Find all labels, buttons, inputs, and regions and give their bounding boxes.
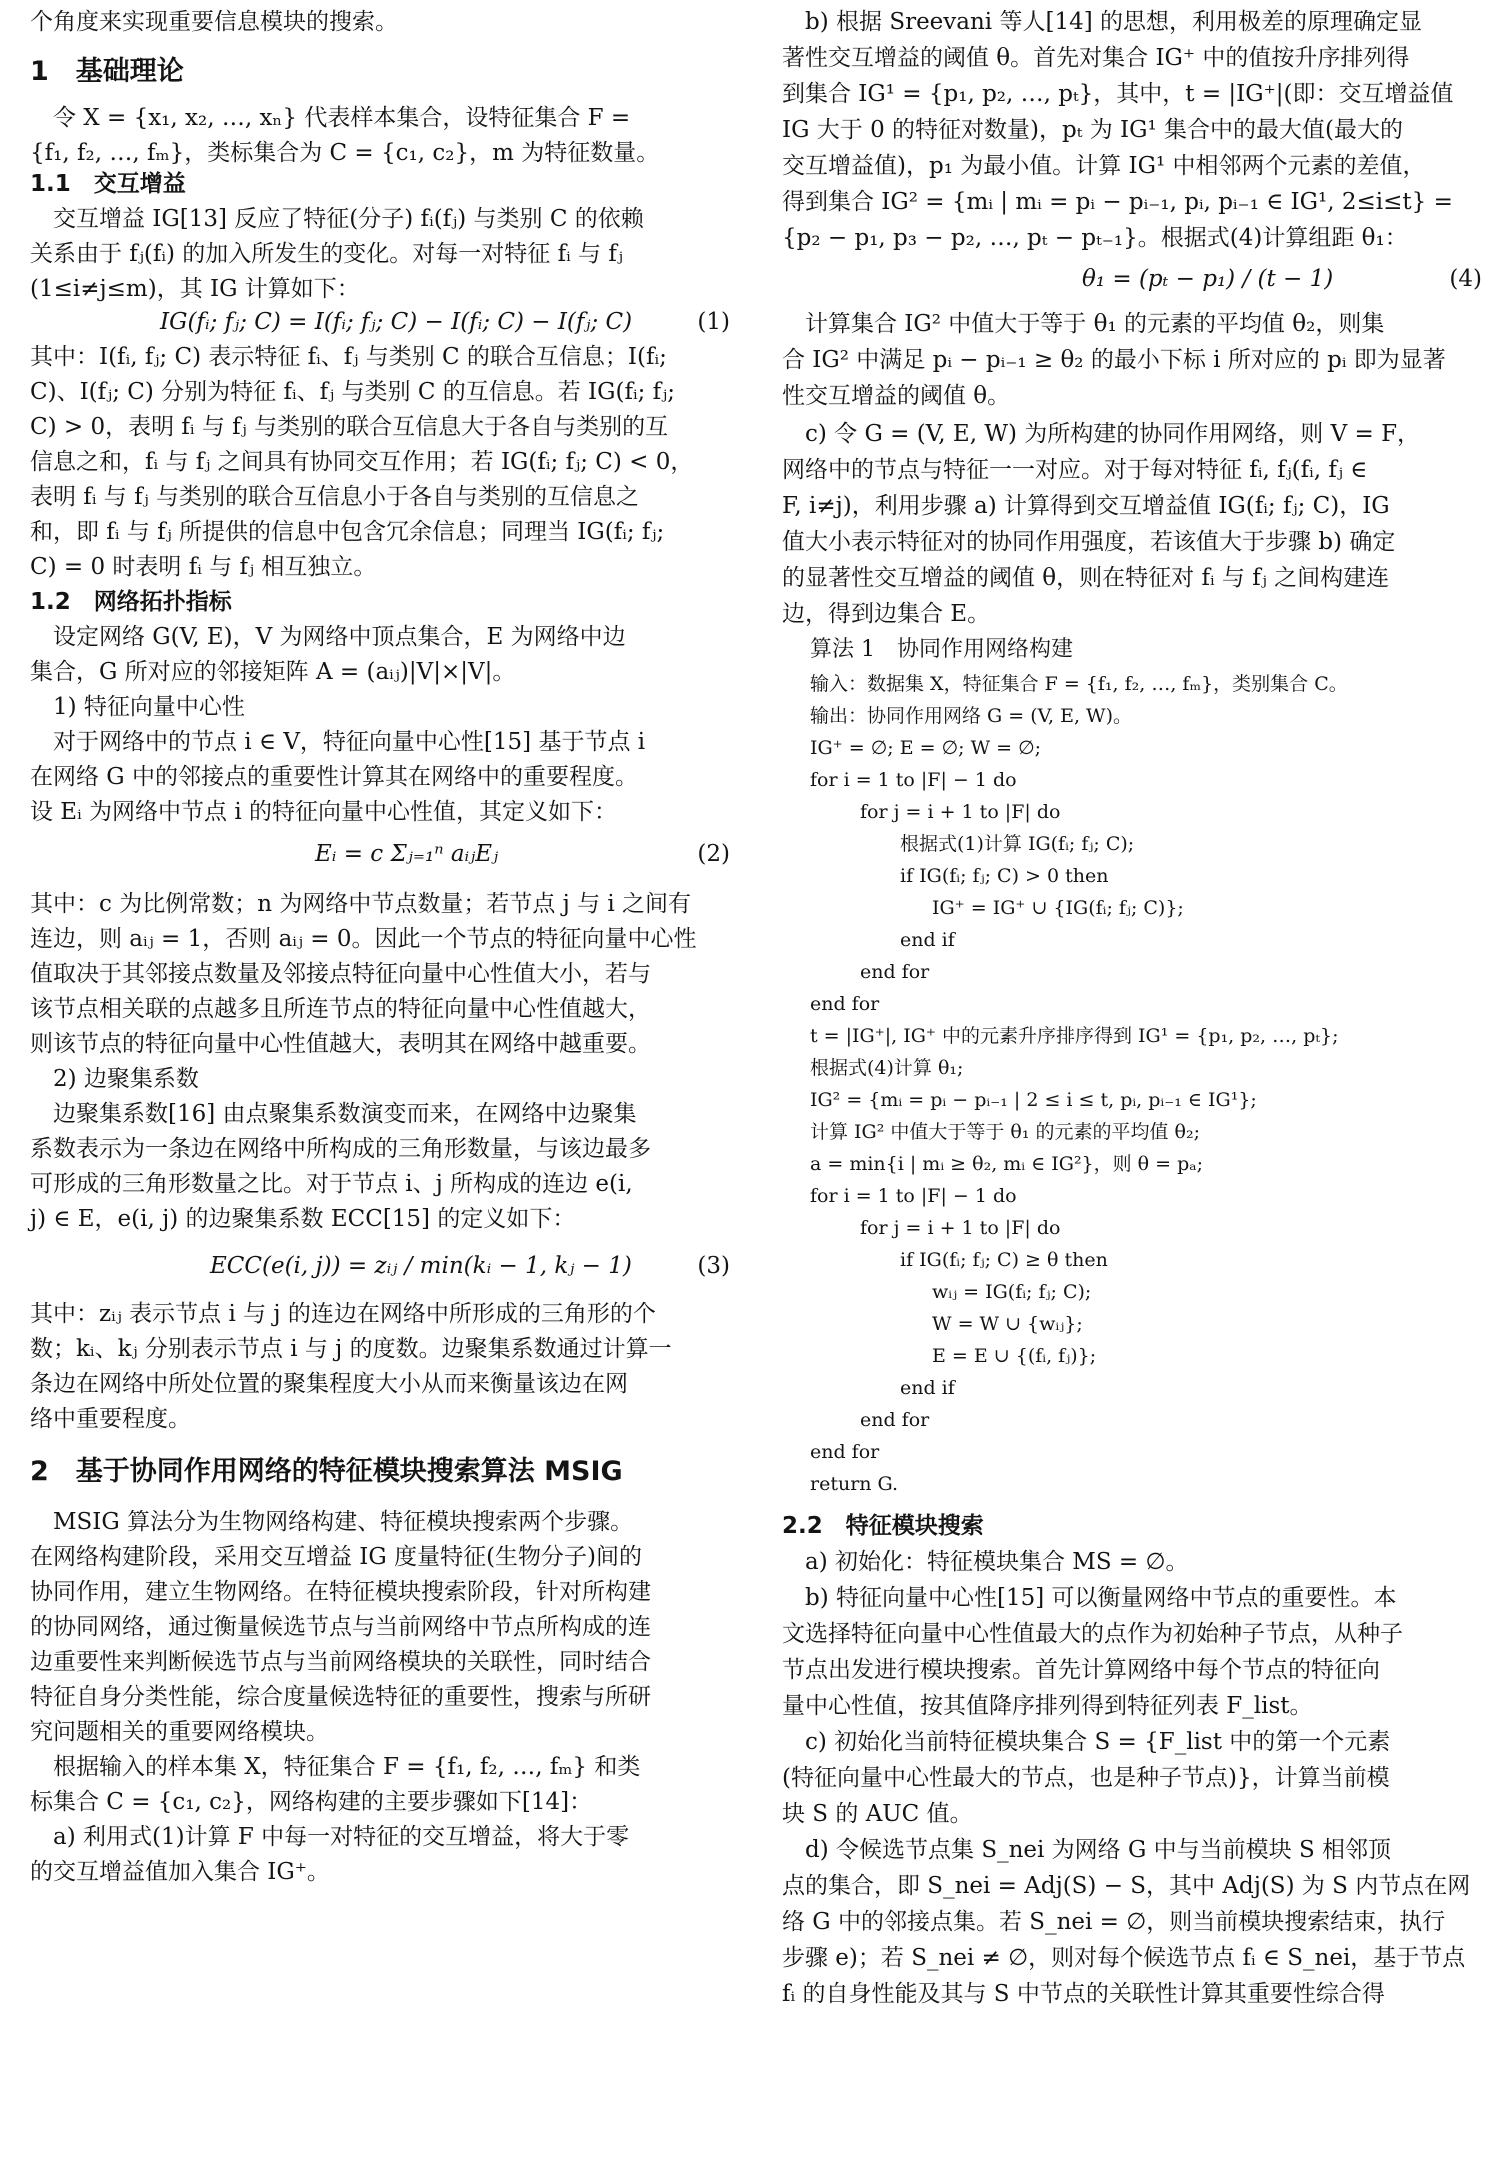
text-line: (1≤i≠j≤m)，其 IG 计算如下： bbox=[30, 276, 360, 302]
text-line: 该节点相关联的点越多且所连节点的特征向量中心性值越大， bbox=[30, 996, 651, 1022]
text-line: c) 初始化当前特征模块集合 S = {F_list 中的第一个元素 bbox=[782, 1729, 1391, 1755]
algorithm-line: a = min{i | mᵢ ≥ θ₂, mᵢ ∈ IG²}，则 θ = pₐ; bbox=[810, 1153, 1204, 1175]
text-line: 块 S 的 AUC 值。 bbox=[782, 1801, 973, 1827]
text-line: a) 利用式(1)计算 F 中每一对特征的交互增益，将大于零 bbox=[30, 1824, 630, 1850]
text-line: a) 初始化：特征模块集合 MS = ∅。 bbox=[782, 1549, 1189, 1575]
algorithm-line: if IG(fᵢ; fⱼ; C) ≥ θ then bbox=[900, 1249, 1108, 1271]
text-line: 则该节点的特征向量中心性值越大，表明其在网络中越重要。 bbox=[30, 1031, 651, 1057]
text-line: 点的集合，即 S_nei = Adj(S) − S，其中 Adj(S) 为 S 内节点在网 bbox=[782, 1873, 1471, 1899]
algorithm-line: t = |IG⁺|, IG⁺ 中的元素升序排序得到 IG¹ = {p₁, p₂, …, pₜ}; bbox=[810, 1025, 1339, 1047]
algorithm-line: wᵢⱼ = IG(fᵢ; fⱼ; C); bbox=[932, 1281, 1092, 1303]
algorithm-line: end for bbox=[860, 1409, 930, 1431]
text-line: 值取决于其邻接点数量及邻接点特征向量中心性值大小，若与 bbox=[30, 961, 651, 987]
text-line: 协同作用，建立生物网络。在特征模块搜索阶段，针对所构建 bbox=[30, 1579, 651, 1605]
equation-3-body: ECC(e(i, j)) = zᵢⱼ / min(kᵢ − 1, kⱼ − 1) bbox=[210, 1253, 632, 1279]
algorithm-line: for i = 1 to |F| − 1 do bbox=[810, 769, 1017, 791]
algorithm-line: IG⁺ = ∅; E = ∅; W = ∅; bbox=[810, 737, 1042, 759]
text-line: 信息之和，fᵢ 与 fⱼ 之间具有协同交互作用；若 IG(fᵢ; fⱼ; C) < 0， bbox=[30, 449, 694, 475]
algorithm-line: if IG(fᵢ; fⱼ; C) > 0 then bbox=[900, 865, 1109, 887]
algorithm-line: end for bbox=[810, 993, 880, 1015]
text-line: 交互增益 IG[13] 反应了特征(分子) fᵢ(fⱼ) 与类别 C 的依赖 bbox=[30, 206, 644, 232]
equation-3-number: (3) bbox=[697, 1253, 730, 1279]
text-line: 其中：I(fᵢ, fⱼ; C) 表示特征 fᵢ、fⱼ 与类别 C 的联合互信息；I(fᵢ; bbox=[30, 344, 667, 370]
algorithm-title: 算法 1 协同作用网络构建 bbox=[810, 637, 1073, 662]
text-line: 的显著性交互增益的阈值 θ，则在特征对 fᵢ 与 fⱼ 之间构建连 bbox=[782, 565, 1390, 591]
text-line: {p₂ − p₁, p₃ − p₂, …, pₜ − pₜ₋₁}。根据式(4)计算组距 θ₁： bbox=[782, 225, 1408, 251]
algorithm-line: for i = 1 to |F| − 1 do bbox=[810, 1185, 1017, 1207]
equation-2-body: Eᵢ = c Σⱼ₌₁ⁿ aᵢⱼEⱼ bbox=[315, 841, 499, 867]
equation-4-number: (4) bbox=[1449, 266, 1482, 292]
text-line: 和，即 fᵢ 与 fⱼ 所提供的信息中包含冗余信息；同理当 IG(fᵢ; fⱼ; bbox=[30, 519, 665, 545]
algorithm-line: 计算 IG² 中值大于等于 θ₁ 的元素的平均值 θ₂; bbox=[810, 1121, 1201, 1143]
text-line: 值大小表示特征对的协同作用强度，若该值大于步骤 b) 确定 bbox=[782, 529, 1396, 555]
text-line: j) ∈ E，e(i, j) 的边聚集系数 ECC[15] 的定义如下： bbox=[30, 1206, 576, 1232]
algorithm-line: IG⁺ = IG⁺ ∪ {IG(fᵢ; fⱼ; C)}; bbox=[932, 897, 1184, 919]
text-line: 集合，G 所对应的邻接矩阵 A = (aᵢⱼ)|V|×|V|。 bbox=[30, 659, 516, 685]
text-line: 令 X = {x₁, x₂, …, xₙ} 代表样本集合，设特征集合 F = bbox=[30, 105, 631, 131]
text-line: 步骤 e)；若 S_nei ≠ ∅，则对每个候选节点 fᵢ ∈ S_nei，基于节点 bbox=[782, 1945, 1466, 1971]
text-line: 文选择特征向量中心性值最大的点作为初始种子节点，从种子 bbox=[782, 1621, 1403, 1647]
text-line: 著性交互增益的阈值 θ。首先对集合 IG⁺ 中的值按升序排列得 bbox=[782, 45, 1410, 71]
algorithm-line: end if bbox=[900, 1377, 955, 1399]
text-line: 在网络 G 中的邻接点的重要性计算其在网络中的重要程度。 bbox=[30, 764, 638, 790]
text-line: 根据输入的样本集 X，特征集合 F = {f₁, f₂, …, fₘ} 和类 bbox=[30, 1754, 641, 1780]
algorithm-line: 输出：协同作用网络 G = (V, E, W)。 bbox=[810, 705, 1132, 727]
text-line: 其中：c 为比例常数；n 为网络中节点数量；若节点 j 与 i 之间有 bbox=[30, 891, 692, 917]
algorithm-line: return G. bbox=[810, 1473, 899, 1495]
text-line: b) 根据 Sreevani 等人[14] 的思想，利用极差的原理确定显 bbox=[782, 9, 1423, 35]
text-line: IG 大于 0 的特征对数量)，pₜ 为 IG¹ 集合中的最大值(最大的 bbox=[782, 117, 1403, 143]
text-line: 边聚集系数[16] 由点聚集系数演变而来，在网络中边聚集 bbox=[30, 1101, 637, 1127]
text-line: 的交互增益值加入集合 IG⁺。 bbox=[30, 1859, 330, 1885]
text-line: 边，得到边集合 E。 bbox=[782, 601, 991, 627]
algorithm-line: 根据式(4)计算 θ₁; bbox=[810, 1057, 964, 1079]
text-line: 到集合 IG¹ = {p₁, p₂, …, pₜ}，其中，t = |IG⁺|(即：交互增益值 bbox=[782, 81, 1454, 107]
algorithm-line: W = W ∪ {wᵢⱼ}; bbox=[932, 1313, 1083, 1335]
text-line: F, i≠j)，利用步骤 a) 计算得到交互增益值 IG(fᵢ; fⱼ; C)，IG bbox=[782, 493, 1390, 519]
text-line: 量中心性值，按其值降序排列得到特征列表 F_list。 bbox=[782, 1693, 1313, 1719]
subsection-heading-1-1: 1.1 交互增益 bbox=[30, 171, 186, 197]
text-line: 表明 fᵢ 与 fⱼ 与类别的联合互信息小于各自与类别的互信息之 bbox=[30, 484, 639, 510]
text-line: b) 特征向量中心性[15] 可以衡量网络中节点的重要性。本 bbox=[782, 1585, 1397, 1611]
text-line: 络中重要程度。 bbox=[30, 1406, 191, 1432]
equation-2-number: (2) bbox=[697, 841, 730, 867]
text-line: 2) 边聚集系数 bbox=[30, 1066, 199, 1092]
equation-1-body: IG(fᵢ; fⱼ; C) = I(fᵢ; fⱼ; C) − I(fᵢ; C) − I(fⱼ; C) bbox=[160, 309, 633, 335]
section-heading-2: 2 基于协同作用网络的特征模块搜索算法 MSIG bbox=[30, 1456, 623, 1487]
algorithm-line: for j = i + 1 to |F| do bbox=[860, 1217, 1061, 1239]
text-line: d) 令候选节点集 S_nei 为网络 G 中与当前模块 S 相邻顶 bbox=[782, 1837, 1392, 1863]
text-line: 交互增益值)，p₁ 为最小值。计算 IG¹ 中相邻两个元素的差值， bbox=[782, 153, 1426, 179]
text-line: 对于网络中的节点 i ∈ V，特征向量中心性[15] 基于节点 i bbox=[30, 729, 646, 755]
algorithm-line: end for bbox=[810, 1441, 880, 1463]
algorithm-line: end if bbox=[900, 929, 955, 951]
text-line: 设 Eᵢ 为网络中节点 i 的特征向量中心性值，其定义如下： bbox=[30, 799, 618, 825]
algorithm-line: IG² = {mᵢ = pᵢ − pᵢ₋₁ | 2 ≤ i ≤ t, pᵢ, pᵢ₋₁ ∈ IG¹}; bbox=[810, 1089, 1257, 1111]
algorithm-line: end for bbox=[860, 961, 930, 983]
text-line: 的协同网络，通过衡量候选节点与当前网络中节点所构成的连 bbox=[30, 1614, 651, 1640]
text-line: fᵢ 的自身性能及其与 S 中节点的关联性计算其重要性综合得 bbox=[782, 1981, 1385, 2007]
text-line: 节点出发进行模块搜索。首先计算网络中每个节点的特征向 bbox=[782, 1657, 1380, 1683]
text-line: 得到集合 IG² = {mᵢ | mᵢ = pᵢ − pᵢ₋₁, pᵢ, pᵢ₋₁ ∈ IG¹, 2≤i≤t} = bbox=[782, 189, 1453, 215]
text-line: 边重要性来判断候选节点与当前网络模块的关联性，同时结合 bbox=[30, 1649, 651, 1675]
text-line: 其中：zᵢⱼ 表示节点 i 与 j 的连边在网络中所形成的三角形的个 bbox=[30, 1301, 656, 1327]
text-line: (特征向量中心性最大的节点，也是种子节点)}，计算当前模 bbox=[782, 1765, 1390, 1791]
equation-4-body: θ₁ = (pₜ − p₁) / (t − 1) bbox=[1082, 266, 1334, 292]
text-line: 性交互增益的阈值 θ。 bbox=[782, 383, 1011, 409]
text-line: 条边在网络中所处位置的聚集程度大小从而来衡量该边在网 bbox=[30, 1371, 628, 1397]
algorithm-line: 输入：数据集 X，特征集合 F = {f₁, f₂, …, fₘ}，类别集合 C。 bbox=[810, 673, 1348, 695]
text-line: {f₁, f₂, …, fₘ}，类标集合为 C = {c₁, c₂}，m 为特征数量。 bbox=[30, 140, 660, 166]
subsection-heading-2-2: 2.2 特征模块搜索 bbox=[782, 1513, 984, 1539]
text-line: 计算集合 IG² 中值大于等于 θ₁ 的元素的平均值 θ₂，则集 bbox=[782, 311, 1385, 337]
text-line: 特征自身分类性能，综合度量候选特征的重要性，搜索与所研 bbox=[30, 1684, 651, 1710]
subsection-heading-1-2: 1.2 网络拓扑指标 bbox=[30, 589, 232, 615]
text-line: 络 G 中的邻接点集。若 S_nei = ∅，则当前模块搜索结束，执行 bbox=[782, 1909, 1446, 1935]
algorithm-line: for j = i + 1 to |F| do bbox=[860, 801, 1061, 823]
text-line: 在网络构建阶段，采用交互增益 IG 度量特征(生物分子)间的 bbox=[30, 1544, 643, 1570]
text-line: c) 令 G = (V, E, W) 为所构建的协同作用网络，则 V = F， bbox=[782, 421, 1421, 447]
algorithm-line: 根据式(1)计算 IG(fᵢ; fⱼ; C); bbox=[900, 833, 1135, 855]
text-line: MSIG 算法分为生物网络构建、特征模块搜索两个步骤。 bbox=[30, 1509, 634, 1535]
text-line: C)、I(fⱼ; C) 分别为特征 fᵢ、fⱼ 与类别 C 的互信息。若 IG(fᵢ; fⱼ; bbox=[30, 379, 676, 405]
text-line: 连边，则 aᵢⱼ = 1，否则 aᵢⱼ = 0。因此一个节点的特征向量中心性 bbox=[30, 926, 697, 952]
equation-1-number: (1) bbox=[697, 309, 730, 335]
text-line: 系数表示为一条边在网络中所构成的三角形数量，与该边最多 bbox=[30, 1136, 651, 1162]
text-line: 数；kᵢ、kⱼ 分别表示节点 i 与 j 的度数。边聚集系数通过计算一 bbox=[30, 1336, 672, 1362]
text-line: 合 IG² 中满足 pᵢ − pᵢ₋₁ ≥ θ₂ 的最小下标 i 所对应的 pᵢ 即为显著 bbox=[782, 347, 1446, 373]
text-line: 关系由于 fⱼ(fᵢ) 的加入所发生的变化。对每一对特征 fᵢ 与 fⱼ bbox=[30, 241, 623, 267]
text-line: 网络中的节点与特征一一对应。对于每对特征 fᵢ, fⱼ(fᵢ, fⱼ ∈ bbox=[782, 457, 1368, 483]
text-line: C) = 0 时表明 fᵢ 与 fⱼ 相互独立。 bbox=[30, 554, 377, 580]
text-line: 个角度来实现重要信息模块的搜索。 bbox=[30, 9, 398, 35]
section-heading-1: 1 基础理论 bbox=[30, 56, 184, 87]
text-line: 标集合 C = {c₁, c₂}，网络构建的主要步骤如下[14]： bbox=[30, 1789, 593, 1815]
text-line: C) > 0，表明 fᵢ 与 fⱼ 与类别的联合互信息大于各自与类别的互 bbox=[30, 414, 669, 440]
text-line: 究问题相关的重要网络模块。 bbox=[30, 1719, 329, 1745]
text-line: 设定网络 G(V, E)，V 为网络中顶点集合，E 为网络中边 bbox=[30, 624, 626, 650]
text-line: 可形成的三角形数量之比。对于节点 i、j 所构成的连边 e(i, bbox=[30, 1171, 633, 1197]
algorithm-line: E = E ∪ {(fᵢ, fⱼ)}; bbox=[932, 1345, 1097, 1367]
text-line: 1) 特征向量中心性 bbox=[30, 694, 245, 720]
